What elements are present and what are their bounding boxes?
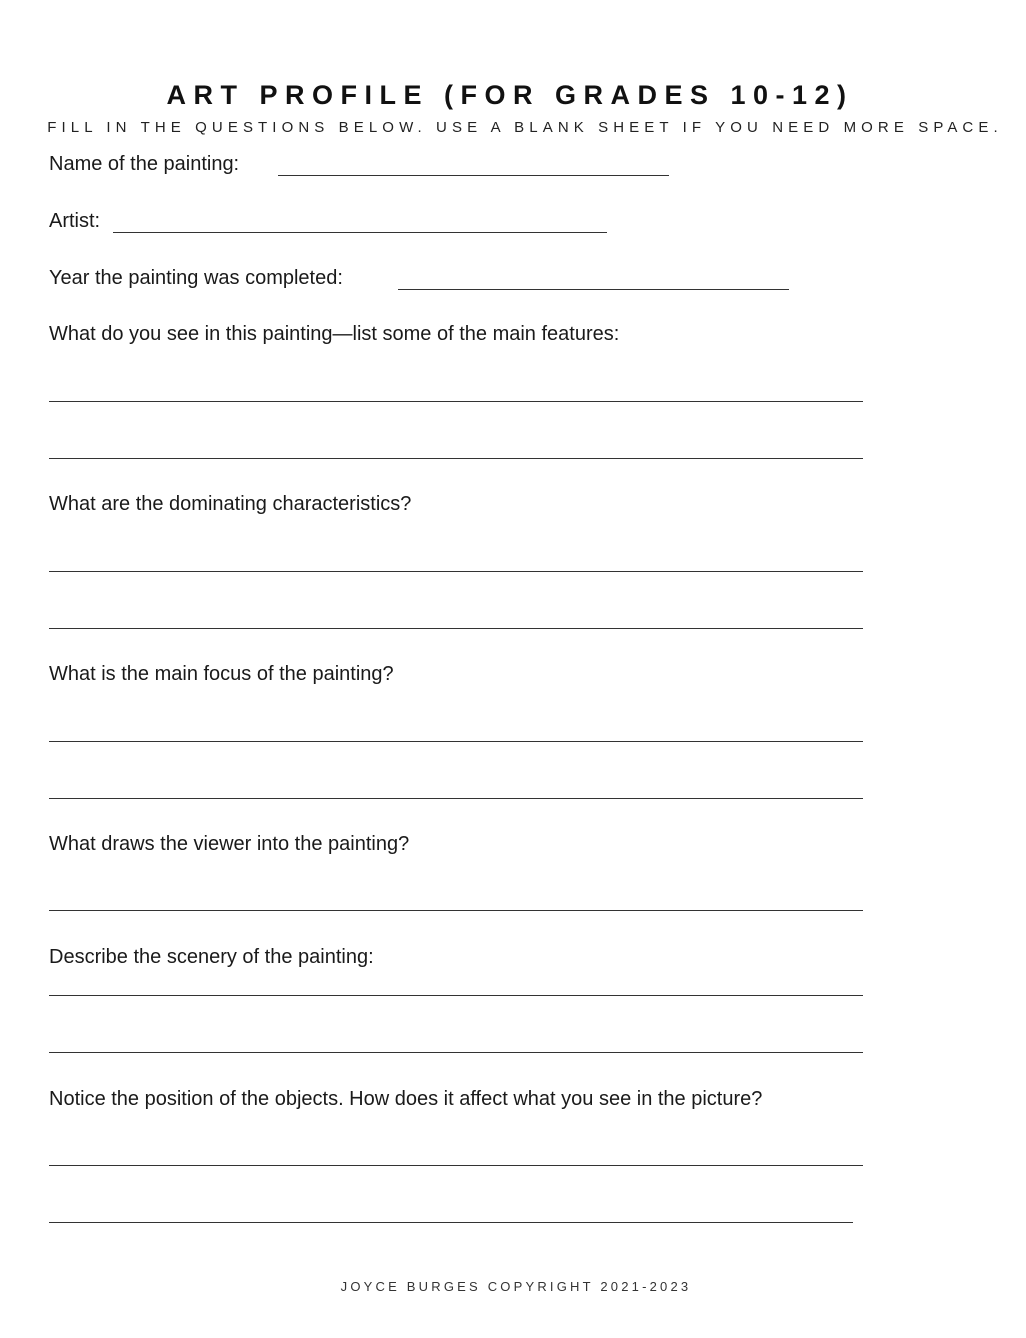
answer-line[interactable] [49, 1052, 863, 1053]
page-instructions: FILL IN THE QUESTIONS BELOW. USE A BLANK SHEET IF YOU NEED MORE SPACE. [47, 119, 1003, 136]
year-answer-line[interactable] [398, 289, 789, 290]
copyright-footer: JOYCE BURGES COPYRIGHT 2021-2023 [340, 1279, 692, 1294]
answer-line[interactable] [49, 798, 863, 799]
question-object-position: Notice the position of the objects. How does it affect what you see in the picture? [49, 1088, 763, 1110]
question-dominating-characteristics: What are the dominating characteristics? [49, 493, 412, 515]
answer-line[interactable] [49, 1222, 853, 1223]
question-scenery: Describe the scenery of the painting: [49, 946, 374, 968]
question-main-features: What do you see in this painting—list some of the main features: [49, 323, 620, 345]
artist-answer-line[interactable] [113, 232, 607, 233]
answer-line[interactable] [49, 995, 863, 996]
answer-line[interactable] [49, 571, 863, 572]
page-title: ART PROFILE (FOR GRADES 10-12) [166, 80, 854, 110]
answer-line[interactable] [49, 910, 863, 911]
answer-line[interactable] [49, 628, 863, 629]
answer-line[interactable] [49, 741, 863, 742]
question-viewer-draw: What draws the viewer into the painting? [49, 833, 410, 855]
question-main-focus: What is the main focus of the painting? [49, 663, 394, 685]
year-label: Year the painting was completed: [49, 267, 343, 289]
artist-label: Artist: [49, 210, 101, 232]
painting-name-label: Name of the painting: [49, 153, 240, 175]
answer-line[interactable] [49, 1165, 863, 1166]
answer-line[interactable] [49, 401, 863, 402]
painting-name-answer-line[interactable] [278, 175, 669, 176]
answer-line[interactable] [49, 458, 863, 459]
